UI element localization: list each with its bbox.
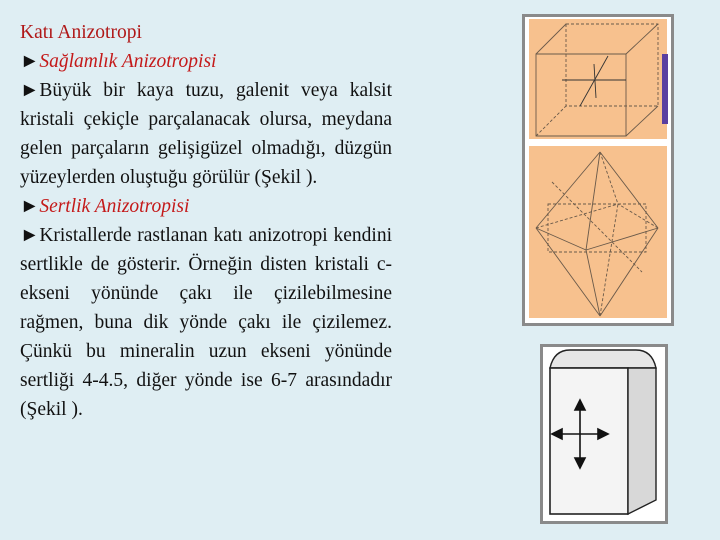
bullet-marker: ►: [20, 225, 40, 246]
section2-heading-line: [20, 192, 392, 221]
prism-crystal-with-arrows-icon: [550, 350, 656, 514]
crystal-figure-panel: [522, 14, 674, 326]
bullet-marker: ►: [20, 51, 40, 72]
section2-heading: Sertlik Anizotropisi: [39, 196, 190, 217]
bullet-marker: ►: [20, 196, 40, 217]
cube-crystal-icon: [529, 19, 668, 139]
section1-heading: Sağlamlık Anizotropisi: [39, 51, 217, 72]
slide-title: Katı Anizotropi: [20, 22, 142, 43]
octahedron-crystal-icon: [529, 146, 667, 318]
section2-body: ►Kristallerde rastlanan katı anizotropi kendini sertlikle de gösterir. Örneğin disten kristali c-ekseni yönünde çakı ile çizilebilmesine rağmen, buna dik yönde çakı ile çizilemez. Çünkü bu mineralin uzun ekseni yönünde sertliği 4-4.5, diğer yönde ise 6-7 arasındadır (Şekil ).: [20, 225, 392, 420]
section1-body: ►Büyük bir kaya tuzu, galenit veya kalsit kristali çekiçle parçalanacak olursa, meydana gelen parçaların gelişigüzel olmadığı, düzgün yüzeylerden oluştuğu görülür (Şekil ).: [20, 80, 392, 188]
prism-figure-panel: [540, 344, 668, 524]
section1-heading-line: [20, 47, 392, 76]
bullet-marker: ►: [20, 80, 40, 101]
slide-text: [20, 18, 392, 424]
